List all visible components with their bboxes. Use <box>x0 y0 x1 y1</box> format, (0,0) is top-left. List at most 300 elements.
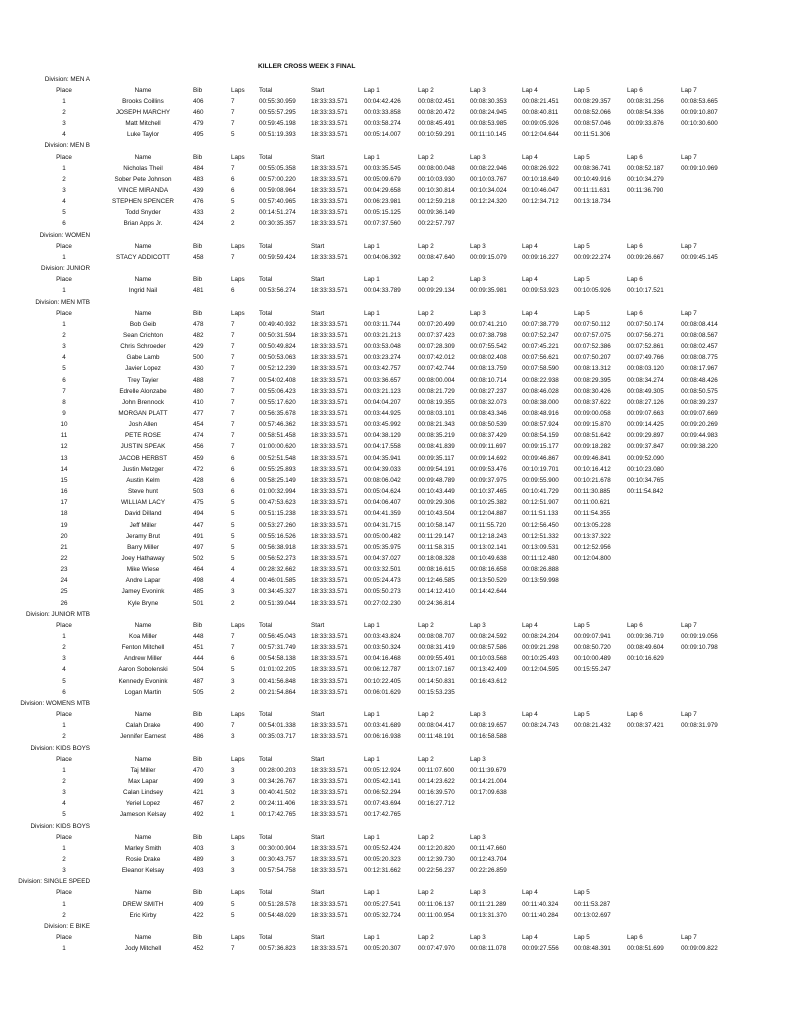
cell-total: 00:30:00.904 <box>259 844 296 852</box>
cell-lap-4: 00:08:22.938 <box>522 376 559 384</box>
cell-lap-1: 00:03:32.501 <box>364 566 401 574</box>
division-label-row <box>0 230 795 241</box>
cell-lap-5: 00:07:52.386 <box>574 343 611 351</box>
column-header-lap-7: Lap 7 <box>681 309 697 317</box>
cell-laps: 7 <box>231 376 235 384</box>
cell-name: Sean Crichton <box>123 331 163 339</box>
cell-start: 18:33:33.571 <box>311 410 348 417</box>
cell-laps: 7 <box>231 354 235 362</box>
cell-name: Josh Allen <box>128 421 158 429</box>
column-header-lap-4: Lap 4 <box>522 889 538 897</box>
cell-place: 18 <box>60 510 68 518</box>
cell-start: 18:33:33.571 <box>311 666 348 674</box>
cell-lap-6: 00:09:52.090 <box>627 454 664 462</box>
cell-lap-1: 00:04:42.426 <box>364 97 401 105</box>
cell-lap-4: 00:07:56.621 <box>522 354 559 362</box>
cell-name: PETE ROSE <box>124 432 162 440</box>
cell-lap-1: 00:04:39.033 <box>364 465 401 473</box>
column-header-place: Place <box>56 755 72 763</box>
cell-total: 00:21:54.864 <box>259 688 296 696</box>
cell-lap-1: 00:06:52.294 <box>364 789 401 797</box>
column-header-total: Total <box>259 833 273 841</box>
cell-place: 2 <box>62 108 66 116</box>
cell-total: 00:28:00.203 <box>259 766 296 774</box>
cell-lap-5: 00:13:37.322 <box>574 532 611 540</box>
cell-name: Barry Miller <box>127 543 159 551</box>
cell-place: 1 <box>62 722 66 730</box>
cell-bib: 494 <box>193 510 204 518</box>
column-header-laps: Laps <box>231 86 245 94</box>
table-row <box>0 107 795 118</box>
cell-place: 2 <box>62 777 66 785</box>
table-row <box>0 765 795 776</box>
cell-total: 00:59:08.964 <box>259 187 296 194</box>
cell-lap-6: 00:08:51.699 <box>627 945 664 953</box>
column-header-name: Name <box>134 833 152 841</box>
cell-bib: 422 <box>193 911 204 919</box>
table-row <box>0 854 795 865</box>
column-header-total: Total <box>259 711 273 719</box>
cell-lap-3: 00:11:21.289 <box>470 900 507 908</box>
cell-lap-4: 00:11:12.480 <box>522 554 559 562</box>
cell-name: Taj Miller <box>130 766 156 774</box>
cell-total: 00:34:26.767 <box>259 777 296 785</box>
cell-place: 17 <box>60 499 68 507</box>
cell-lap-1: 00:03:35.545 <box>364 164 401 172</box>
cell-lap-6: 00:09:26.667 <box>627 253 664 261</box>
cell-lap-1: 00:03:50.324 <box>364 644 401 652</box>
cell-lap-3: 00:07:55.542 <box>470 343 507 351</box>
cell-bib: 498 <box>193 577 204 585</box>
column-header-start: Start <box>311 309 325 317</box>
cell-name: Logan Martin <box>124 688 162 696</box>
cell-lap-5: 00:13:02.697 <box>574 911 611 919</box>
division-label: Division: KIDS BOYS <box>30 822 90 830</box>
cell-total: 00:51:28.578 <box>259 900 296 908</box>
cell-name: STACY ADDICOTT <box>116 253 170 261</box>
division-label: Division: JUNIOR <box>41 265 90 273</box>
cell-lap-4: 00:08:38.000 <box>522 398 559 406</box>
cell-lap-2: 00:07:42.744 <box>418 365 455 373</box>
cell-start: 18:33:33.571 <box>311 566 348 574</box>
cell-start: 18:33:33.571 <box>311 443 348 451</box>
column-header-lap-2: Lap 2 <box>418 889 434 897</box>
column-header-name: Name <box>134 934 152 942</box>
cell-lap-6: 00:10:23.080 <box>627 465 664 473</box>
cell-total: 00:14:51.274 <box>259 209 296 217</box>
cell-lap-1: 00:03:53.048 <box>364 343 401 351</box>
cell-name: Fenton Mitchell <box>121 644 165 652</box>
cell-lap-2: 00:09:54.191 <box>418 465 455 473</box>
cell-name: Jamey Evonink <box>121 588 165 596</box>
cell-laps: 1 <box>231 811 235 819</box>
cell-total: 00:58:25.149 <box>259 476 296 484</box>
cell-lap-6: 00:10:16.629 <box>627 655 664 663</box>
cell-bib: 448 <box>193 633 204 640</box>
cell-start: 18:33:33.571 <box>311 811 348 819</box>
table-header-row <box>0 887 795 898</box>
table-row <box>0 508 795 519</box>
cell-total: 00:58:51.458 <box>259 432 296 440</box>
cell-lap-2: 00:08:41.839 <box>418 443 455 451</box>
cell-bib: 485 <box>193 588 204 596</box>
cell-lap-4: 00:12:51.907 <box>522 499 559 507</box>
cell-name: Jameson Kelsay <box>119 811 167 819</box>
column-header-bib: Bib <box>193 934 203 942</box>
cell-lap-3: 00:09:14.692 <box>470 454 507 462</box>
cell-lap-7: 00:08:48.426 <box>681 376 718 384</box>
column-header-lap-5: Lap 5 <box>574 276 590 284</box>
cell-bib: 504 <box>193 666 204 674</box>
column-header-place: Place <box>56 153 72 161</box>
cell-lap-3: 00:12:24.320 <box>470 198 507 206</box>
division-label-row <box>0 74 795 85</box>
table-header-row <box>0 709 795 720</box>
cell-lap-4: 00:12:04.595 <box>522 666 559 674</box>
cell-lap-2: 00:10:58.147 <box>418 521 455 529</box>
cell-start: 18:33:33.571 <box>311 677 348 685</box>
cell-lap-5: 00:10:49.916 <box>574 175 611 183</box>
cell-lap-1: 00:03:21.123 <box>364 387 401 395</box>
column-header-lap-1: Lap 1 <box>364 621 380 629</box>
cell-place: 14 <box>60 465 68 473</box>
column-header-laps: Laps <box>231 711 245 719</box>
cell-name: Matt Mitchell <box>125 120 161 128</box>
cell-lap-1: 00:03:45.992 <box>364 421 401 429</box>
cell-lap-4: 00:09:21.298 <box>522 644 559 652</box>
cell-lap-3: 00:09:35.981 <box>470 287 507 295</box>
cell-lap-2: 00:07:37.423 <box>418 331 455 339</box>
table-row <box>0 408 795 419</box>
cell-lap-7: 00:10:30.600 <box>681 120 718 128</box>
table-row <box>0 475 795 486</box>
cell-name: Ingrid Nail <box>128 287 158 295</box>
cell-lap-1: 00:06:01.629 <box>364 688 401 696</box>
column-header-laps: Laps <box>231 889 245 897</box>
table-row <box>0 575 795 586</box>
cell-total: 00:17:42.765 <box>259 811 296 819</box>
cell-start: 18:33:33.571 <box>311 867 348 875</box>
cell-total: 00:51:39.044 <box>259 599 296 607</box>
cell-lap-4: 00:09:27.556 <box>522 945 559 953</box>
cell-bib: 488 <box>193 376 204 384</box>
cell-lap-5: 00:12:04.800 <box>574 554 611 562</box>
table-row <box>0 598 795 609</box>
division-label-row <box>0 297 795 308</box>
cell-lap-3: 00:10:49.638 <box>470 554 507 562</box>
cell-lap-2: 00:11:07.600 <box>418 766 455 774</box>
column-header-start: Start <box>311 86 325 94</box>
column-header-name: Name <box>134 889 152 897</box>
cell-lap-3: 00:13:31.370 <box>470 911 507 919</box>
cell-lap-4: 00:08:40.811 <box>522 108 559 116</box>
cell-lap-6: 00:09:37.847 <box>627 443 664 451</box>
column-header-lap-7: Lap 7 <box>681 242 697 250</box>
column-header-name: Name <box>134 242 152 250</box>
cell-laps: 3 <box>231 789 235 797</box>
cell-total: 01:01:02.205 <box>259 666 296 674</box>
column-header-laps: Laps <box>231 833 245 841</box>
cell-total: 00:50:49.824 <box>259 343 296 351</box>
cell-lap-4: 00:10:18.649 <box>522 175 559 183</box>
cell-lap-7: 00:08:02.457 <box>681 343 718 351</box>
cell-lap-3: 00:08:24.592 <box>470 633 507 640</box>
cell-lap-3: 00:10:03.767 <box>470 175 507 183</box>
cell-bib: 505 <box>193 688 204 696</box>
cell-lap-1: 00:07:37.560 <box>364 220 401 228</box>
cell-laps: 7 <box>231 410 235 417</box>
cell-name: Mike Wiese <box>126 566 160 574</box>
column-header-place: Place <box>56 86 72 94</box>
table-row <box>0 564 795 575</box>
cell-lap-5: 00:09:15.870 <box>574 421 611 429</box>
cell-lap-4: 00:08:48.916 <box>522 410 559 417</box>
column-header-lap-2: Lap 2 <box>418 934 434 942</box>
cell-lap-2: 00:07:42.012 <box>418 354 455 362</box>
cell-lap-4: 00:13:59.998 <box>522 577 559 585</box>
cell-lap-5: 00:08:13.312 <box>574 365 611 373</box>
cell-lap-2: 00:08:03.101 <box>418 410 455 417</box>
cell-lap-3: 00:10:34.024 <box>470 187 507 194</box>
cell-total: 00:52:51.548 <box>259 454 296 462</box>
division-label-row <box>0 921 795 932</box>
cell-start: 18:33:33.571 <box>311 777 348 785</box>
column-header-total: Total <box>259 889 273 897</box>
cell-place: 2 <box>62 644 66 652</box>
cell-lap-3: 00:11:55.720 <box>470 521 507 529</box>
cell-laps: 7 <box>231 387 235 395</box>
cell-laps: 7 <box>231 164 235 172</box>
cell-lap-7: 00:09:45.145 <box>681 253 718 261</box>
cell-lap-5: 00:11:30.885 <box>574 488 611 496</box>
cell-lap-2: 00:10:59.291 <box>418 131 455 139</box>
cell-lap-2: 00:08:00.048 <box>418 164 455 172</box>
cell-lap-7: 00:09:07.669 <box>681 410 718 417</box>
cell-laps: 7 <box>231 633 235 640</box>
cell-start: 18:33:33.571 <box>311 398 348 406</box>
column-header-place: Place <box>56 934 72 942</box>
table-row <box>0 798 795 809</box>
cell-lap-1: 00:05:50.273 <box>364 588 401 596</box>
cell-laps: 2 <box>231 688 235 696</box>
cell-lap-7: 00:08:31.979 <box>681 722 718 730</box>
table-row <box>0 910 795 921</box>
division-label-row <box>0 876 795 887</box>
cell-lap-2: 00:09:55.491 <box>418 655 455 663</box>
column-header-lap-5: Lap 5 <box>574 86 590 94</box>
cell-bib: 410 <box>193 398 204 406</box>
column-header-place: Place <box>56 242 72 250</box>
cell-place: 6 <box>62 220 66 228</box>
cell-lap-4: 00:09:55.900 <box>522 476 559 484</box>
cell-lap-1: 00:27:02.230 <box>364 599 401 607</box>
cell-lap-4: 00:07:38.779 <box>522 320 559 328</box>
column-header-lap-6: Lap 6 <box>627 621 643 629</box>
cell-start: 18:33:33.571 <box>311 789 348 797</box>
cell-bib: 493 <box>193 867 204 875</box>
column-header-lap-1: Lap 1 <box>364 242 380 250</box>
column-header-place: Place <box>56 276 72 284</box>
column-header-bib: Bib <box>193 242 203 250</box>
cell-lap-2: 00:22:57.797 <box>418 220 455 228</box>
table-row <box>0 486 795 497</box>
cell-lap-2: 00:14:23.622 <box>418 777 455 785</box>
cell-total: 00:35:03.717 <box>259 733 296 741</box>
column-header-lap-4: Lap 4 <box>522 711 538 719</box>
column-header-laps: Laps <box>231 621 245 629</box>
cell-laps: 7 <box>231 644 235 652</box>
cell-lap-3: 00:09:37.975 <box>470 476 507 484</box>
cell-lap-6: 00:08:27.126 <box>627 398 664 406</box>
cell-bib: 464 <box>193 566 204 574</box>
table-row <box>0 943 795 954</box>
column-header-lap-2: Lap 2 <box>418 833 434 841</box>
cell-lap-2: 00:08:31.419 <box>418 644 455 652</box>
cell-lap-2: 00:14:50.831 <box>418 677 455 685</box>
cell-laps: 3 <box>231 844 235 852</box>
cell-total: 00:40:41.502 <box>259 789 296 797</box>
cell-bib: 487 <box>193 677 204 685</box>
cell-lap-3: 00:11:39.679 <box>470 766 507 774</box>
cell-place: 3 <box>62 655 66 663</box>
column-header-start: Start <box>311 242 325 250</box>
cell-place: 1 <box>62 900 66 908</box>
cell-laps: 3 <box>231 777 235 785</box>
cell-lap-2: 00:08:19.355 <box>418 398 455 406</box>
column-header-start: Start <box>311 276 325 284</box>
cell-name: Steve hunt <box>127 488 159 496</box>
column-header-lap-7: Lap 7 <box>681 86 697 94</box>
cell-laps: 5 <box>231 554 235 562</box>
division-label: Division: MEN B <box>44 142 90 150</box>
cell-lap-3: 00:08:27.237 <box>470 387 507 395</box>
cell-lap-6: 00:08:52.187 <box>627 164 664 172</box>
cell-start: 18:33:33.571 <box>311 499 348 507</box>
column-header-start: Start <box>311 755 325 763</box>
cell-total: 00:28:32.662 <box>259 566 296 574</box>
column-header-lap-2: Lap 2 <box>418 755 434 763</box>
cell-lap-7: 00:09:19.056 <box>681 633 718 640</box>
division-label-row <box>0 743 795 754</box>
division-label: Division: WOMEN <box>39 231 90 239</box>
column-header-name: Name <box>134 621 152 629</box>
cell-lap-5: 00:10:21.678 <box>574 476 611 484</box>
column-header-lap-6: Lap 6 <box>627 309 643 317</box>
cell-lap-4: 00:08:26.888 <box>522 566 559 574</box>
column-header-name: Name <box>134 86 152 94</box>
cell-place: 8 <box>62 398 66 406</box>
cell-lap-6: 00:09:29.897 <box>627 432 664 440</box>
cell-lap-5: 00:09:00.058 <box>574 410 611 417</box>
column-header-lap-2: Lap 2 <box>418 621 434 629</box>
cell-start: 18:33:33.571 <box>311 164 348 172</box>
cell-place: 1 <box>62 320 66 328</box>
cell-total: 00:30:43.757 <box>259 856 296 863</box>
cell-lap-2: 00:10:43.449 <box>418 488 455 496</box>
cell-lap-4: 00:08:54.159 <box>522 432 559 440</box>
cell-place: 5 <box>62 209 66 217</box>
column-header-laps: Laps <box>231 309 245 317</box>
cell-lap-1: 00:04:04.207 <box>364 398 401 406</box>
cell-bib: 447 <box>193 521 204 529</box>
cell-lap-7: 00:08:39.237 <box>681 398 718 406</box>
cell-lap-3: 00:08:24.945 <box>470 108 507 116</box>
cell-lap-3: 00:12:43.704 <box>470 856 507 863</box>
cell-place: 1 <box>62 766 66 774</box>
cell-name: Jeff Miller <box>129 521 157 529</box>
cell-lap-4: 00:12:56.450 <box>522 521 559 529</box>
cell-start: 18:33:33.571 <box>311 844 348 852</box>
cell-lap-2: 00:12:46.585 <box>418 577 455 585</box>
cell-place: 3 <box>62 867 66 875</box>
cell-total: 01:00:00.620 <box>259 443 296 451</box>
cell-lap-3: 00:08:22.946 <box>470 164 507 172</box>
column-header-lap-3: Lap 3 <box>470 153 486 161</box>
cell-start: 18:33:33.571 <box>311 644 348 652</box>
cell-laps: 6 <box>231 175 235 183</box>
cell-name: Joey Hathaway <box>121 554 165 562</box>
cell-lap-4: 00:09:16.227 <box>522 253 559 261</box>
cell-bib: 409 <box>193 900 204 908</box>
cell-lap-3: 00:10:03.568 <box>470 655 507 663</box>
cell-bib: 482 <box>193 331 204 339</box>
cell-place: 12 <box>60 443 68 451</box>
column-header-lap-2: Lap 2 <box>418 153 434 161</box>
cell-total: 00:46:01.585 <box>259 577 296 585</box>
table-row <box>0 809 795 820</box>
table-row <box>0 787 795 798</box>
cell-start: 18:33:33.571 <box>311 633 348 640</box>
cell-lap-2: 00:12:39.730 <box>418 856 455 863</box>
cell-start: 18:33:33.571 <box>311 432 348 440</box>
column-header-lap-6: Lap 6 <box>627 276 643 284</box>
table-header-row <box>0 85 795 96</box>
cell-bib: 472 <box>193 465 204 473</box>
column-header-lap-7: Lap 7 <box>681 153 697 161</box>
column-header-bib: Bib <box>193 889 203 897</box>
cell-lap-1: 00:04:33.789 <box>364 287 401 295</box>
column-header-lap-2: Lap 2 <box>418 86 434 94</box>
division-label-row <box>0 263 795 274</box>
cell-start: 18:33:33.571 <box>311 108 348 116</box>
cell-lap-5: 00:07:50.207 <box>574 354 611 362</box>
cell-lap-4: 00:09:53.923 <box>522 287 559 295</box>
cell-laps: 3 <box>231 856 235 863</box>
cell-total: 00:41:56.848 <box>259 677 296 685</box>
cell-lap-7: 00:08:17.967 <box>681 365 718 373</box>
cell-laps: 2 <box>231 599 235 607</box>
column-header-lap-3: Lap 3 <box>470 711 486 719</box>
cell-lap-7: 00:09:38.220 <box>681 443 718 451</box>
cell-total: 00:59:45.198 <box>259 120 296 128</box>
division-label: Division: SINGLE SPEED <box>18 878 90 886</box>
column-header-lap-3: Lap 3 <box>470 889 486 897</box>
cell-lap-3: 00:22:26.859 <box>470 867 507 875</box>
cell-bib: 500 <box>193 354 204 362</box>
cell-place: 26 <box>60 599 68 607</box>
cell-lap-5: 00:10:05.926 <box>574 287 611 295</box>
table-row <box>0 731 795 742</box>
cell-lap-1: 00:03:21.213 <box>364 331 401 339</box>
cell-lap-6: 00:11:54.842 <box>627 488 664 496</box>
cell-bib: 480 <box>193 387 204 395</box>
column-header-lap-7: Lap 7 <box>681 711 697 719</box>
cell-name: Rosie Drake <box>125 856 161 863</box>
cell-lap-7: 00:09:44.983 <box>681 432 718 440</box>
cell-total: 00:53:27.260 <box>259 521 296 529</box>
cell-lap-1: 00:04:17.558 <box>364 443 401 451</box>
cell-lap-5: 00:11:53.287 <box>574 900 611 908</box>
